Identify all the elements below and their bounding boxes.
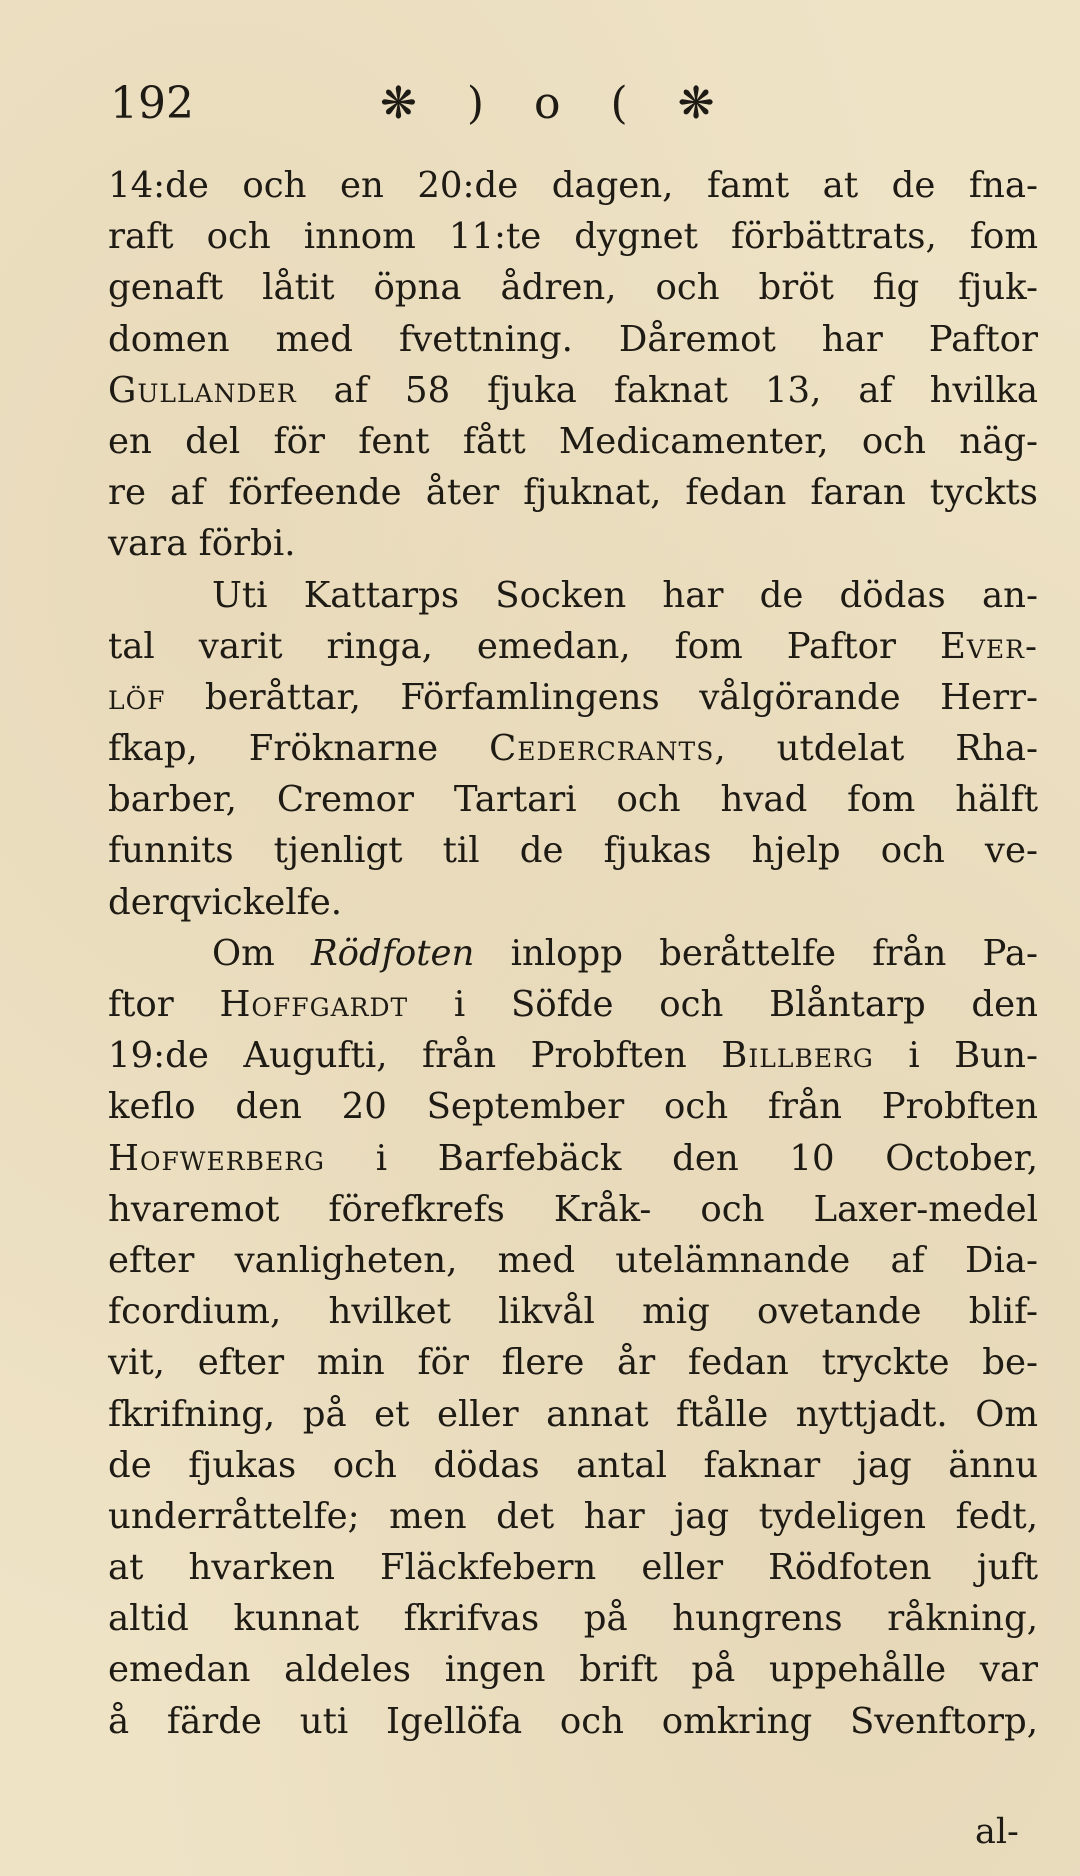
text-line: keflo den 20 September och från Probften — [108, 1086, 1038, 1128]
text-line: domen med fvettning. Dåremot har Paftor — [108, 318, 1038, 360]
text-segment: af 58 fjuka faknat 13, af hvilka — [296, 369, 1038, 411]
body-text — [108, 160, 1038, 1747]
text-line: derqvickelfe. — [108, 881, 343, 923]
text-line: emedan aldeles ingen brift på uppehålle var — [108, 1649, 1038, 1691]
page-number: 192 — [110, 78, 194, 129]
name-everlof: Ever- — [939, 625, 1038, 667]
page-header — [110, 78, 970, 138]
text-line: re af förfeende åter fjuknat, fedan faran tyckts — [108, 472, 1038, 514]
text-segment: i Söfde och Blåntarp den — [408, 984, 1038, 1025]
text-line: en del för fent fått Medicamenter, och näg- — [108, 420, 1038, 462]
text-line: de fjukas och dödas antal faknar jag ännu — [108, 1444, 1038, 1486]
text-line: Uti Kattarps Socken har de dödas an- — [212, 574, 1038, 616]
text-line: genaft låtit öpna ådren, och bröt fig fjuk- — [108, 267, 1038, 309]
text-segment: fkap, Fröknarne — [108, 728, 490, 770]
catchword: al- — [975, 1812, 1019, 1852]
text-line — [108, 672, 1038, 723]
name-gullander: Gullander — [108, 369, 297, 411]
text-line: efter vanligheten, med utelämnande af Dia- — [108, 1239, 1038, 1281]
text-segment: , utdelat Rha- — [714, 728, 1038, 770]
term-rodfoten: Rödfoten — [310, 932, 475, 974]
text-line — [108, 979, 1038, 1030]
header-ornament: ❋ ) o ( ❋ — [380, 78, 733, 129]
text-line: altid kunnat fkrifvas på hungrens råkning, — [108, 1598, 1038, 1640]
text-line: 14:de och en 20:de dagen, famt at de fna- — [108, 165, 1038, 206]
text-segment: 19:de Augufti, från Probften — [108, 1035, 722, 1077]
text-line — [108, 621, 1038, 672]
text-segment: Om — [212, 932, 311, 974]
text-line: å färde uti Igellöfa och omkring Svenftorp, — [108, 1700, 1038, 1742]
text-line: raft och innom 11:te dygnet förbättrats, fom — [108, 216, 1038, 258]
text-segment: tal varit ringa, emedan, fom Paftor — [108, 625, 940, 667]
text-line: fkrifning, på et eller annat ftålle nyttjadt. Om — [108, 1393, 1038, 1435]
text-segment: beråttar, Förfamlingens vålgörande Herr- — [165, 676, 1038, 718]
text-line — [108, 1030, 1038, 1081]
name-cedercrants: Cedercrants — [489, 728, 715, 770]
text-line: fcordium, hvilket likvål mig ovetande blif- — [108, 1291, 1038, 1333]
name-everlof-cont: löf — [108, 676, 166, 718]
text-segment: ftor — [108, 984, 220, 1025]
text-line: funnits tjenligt til de fjukas hjelp och ve- — [108, 830, 1038, 872]
text-line: hvaremot förefkrefs Kråk- och Laxer-medel — [108, 1188, 1038, 1230]
text-line: underråttelfe; men det har jag tydeligen fedt, — [108, 1495, 1038, 1537]
text-line — [108, 1133, 1038, 1184]
text-line — [108, 365, 1038, 416]
text-segment: i Bun- — [873, 1035, 1038, 1077]
text-line: at hvarken Fläckfebern eller Rödfoten juft — [108, 1547, 1038, 1589]
text-line — [108, 723, 1038, 774]
text-segment: inlopp beråttelfe från Pa- — [474, 932, 1038, 974]
name-hofwerberg: Hofwerberg — [108, 1137, 325, 1179]
text-line: vit, efter min för flere år fedan tryckte be- — [108, 1342, 1038, 1384]
name-billberg: Billberg — [721, 1035, 874, 1077]
name-hoffgardt: Hoffgardt — [219, 984, 409, 1025]
text-line: vara förbi. — [108, 523, 296, 565]
text-segment: i Barfebäck den 10 October, — [324, 1137, 1038, 1179]
text-line: barber, Cremor Tartari och hvad fom hälft — [108, 779, 1038, 821]
text-line — [108, 928, 1038, 979]
